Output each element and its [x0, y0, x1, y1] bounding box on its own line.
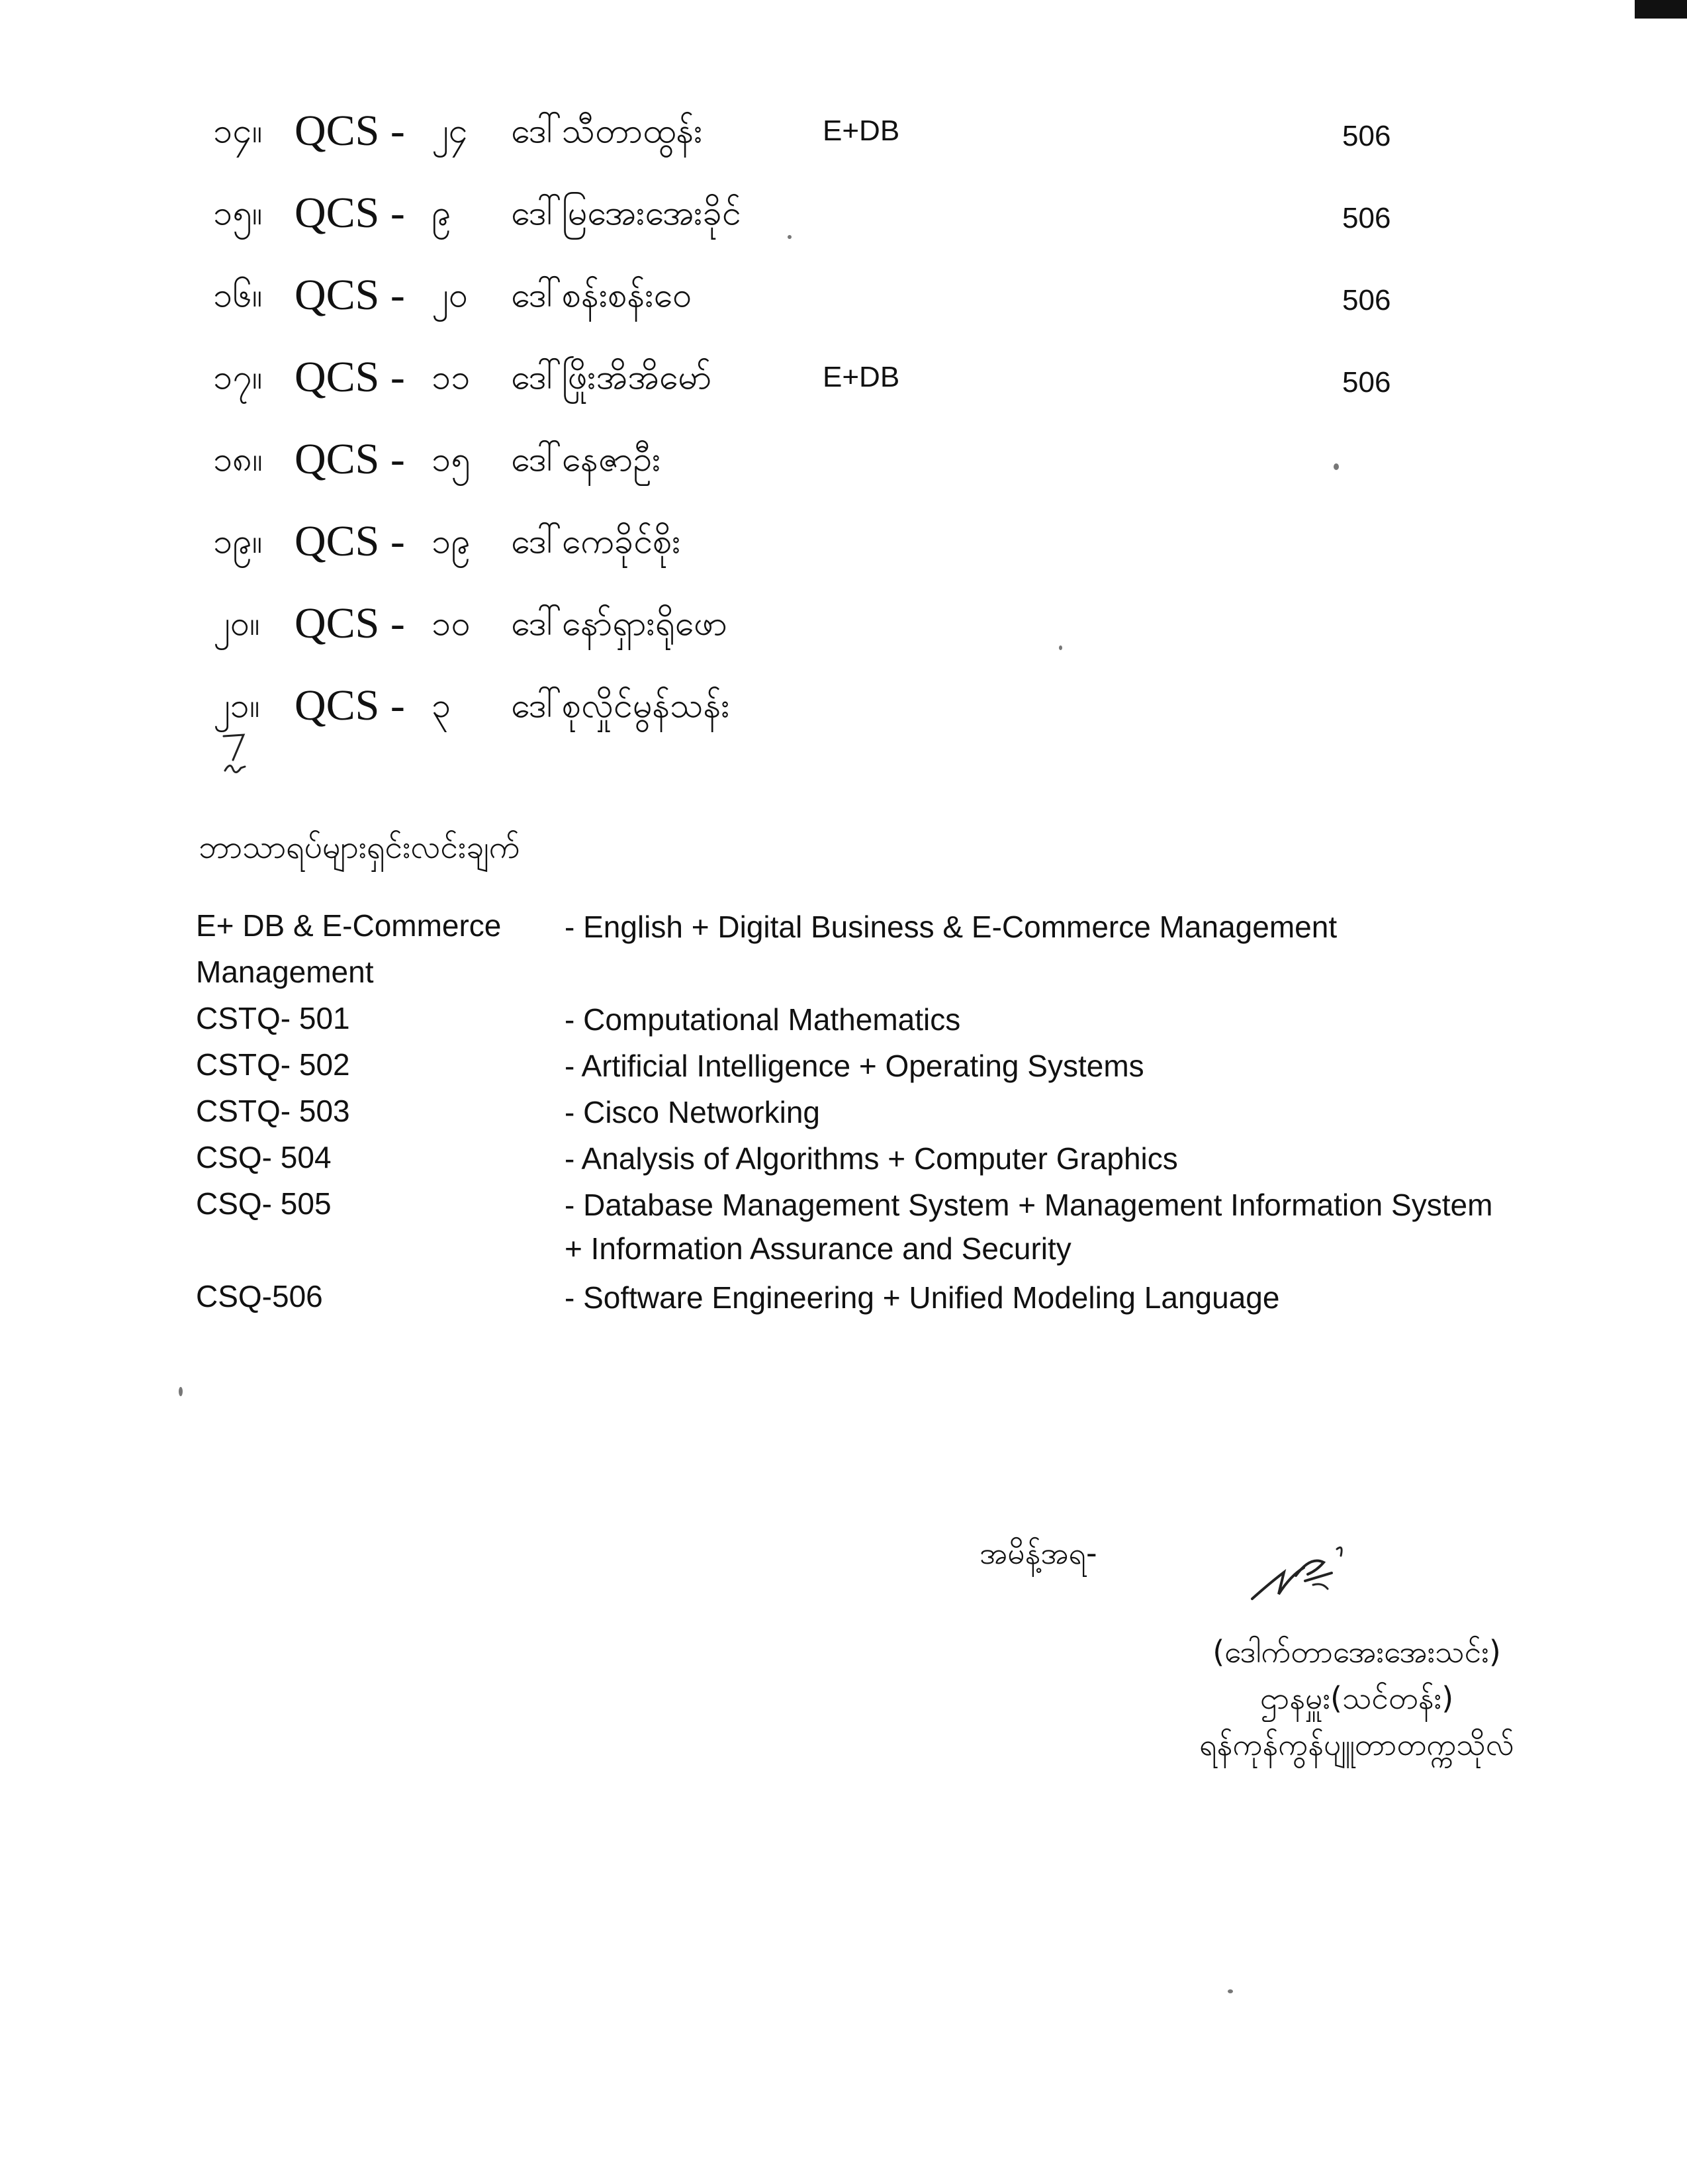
row-number: ၁၅။ — [213, 193, 263, 233]
student-row — [0, 591, 1687, 657]
student-code-number: ၁၀ — [432, 604, 471, 643]
student-code: QCS - — [295, 681, 405, 730]
student-row — [0, 180, 1687, 246]
student-code: QCS - — [295, 353, 405, 401]
scan-speck — [1228, 1989, 1233, 1993]
legend-code: CSTQ- 502 — [196, 1047, 350, 1082]
student-name: ဒေါ်စုလှိုင်မွန်သန်း — [511, 686, 730, 726]
student-code-number: ၂၄ — [432, 111, 468, 151]
legend-description: - Artificial Intelligence + Operating Systems — [565, 1049, 1144, 1083]
legend-code: E+ DB & E-Commerce Management — [196, 908, 502, 989]
signatory-block — [1125, 1629, 1588, 1768]
signatory-institution: ရန်ကုန်ကွန်ပျူတာတက္ကသိုလ် — [1199, 1727, 1514, 1762]
legend-code: CSQ- 504 — [196, 1140, 332, 1174]
subject-code: E+DB — [823, 115, 900, 147]
student-name: ဒေါ်ကေခိုင်စိုး — [511, 522, 681, 561]
row-number: ၁၉။ — [213, 522, 263, 561]
student-row — [0, 344, 1687, 410]
student-name: ဒေါ်မြအေးအေးခိုင် — [511, 193, 741, 233]
student-code-number: ၁၁ — [432, 357, 471, 397]
student-name: ဒေါ်နော်ရှားရိုဖော — [511, 604, 727, 643]
legend-description: - Cisco Networking — [565, 1095, 820, 1129]
student-code-number: ၉ — [432, 193, 451, 233]
room-number: 506 — [1342, 284, 1391, 316]
subject-code: E+DB — [823, 361, 900, 393]
legend-description: - Database Management System + Management Information System + Information Assurance and Security — [565, 1188, 1493, 1266]
scan-speck — [179, 1387, 183, 1396]
legend-code: CSQ-506 — [196, 1279, 323, 1313]
legend-code: CSQ- 505 — [196, 1186, 332, 1221]
scan-edge-mark — [1635, 0, 1687, 19]
legend-code: CSTQ- 501 — [196, 1001, 350, 1035]
student-name: ဒေါ်ဖြိုးအိအိမော် — [511, 357, 712, 397]
row-number: ၁၇။ — [213, 357, 263, 397]
row-number: ၁၈။ — [213, 440, 263, 479]
student-row — [0, 98, 1687, 164]
row-number: ၂၁။ — [213, 686, 260, 726]
order-label: အမိန့်အရ- — [980, 1535, 1097, 1571]
row-number: ၂၀။ — [213, 604, 260, 643]
student-code: QCS - — [295, 599, 405, 647]
student-row — [0, 426, 1687, 493]
student-code-number: ၁၉ — [432, 522, 471, 561]
room-number: 506 — [1342, 366, 1391, 399]
legend-description: - Software Engineering + Unified Modeling Language — [565, 1280, 1280, 1315]
row-number: ၁၆။ — [213, 275, 263, 315]
student-code: QCS - — [295, 271, 405, 319]
student-row — [0, 508, 1687, 575]
legend-description: - Analysis of Algorithms + Computer Graphics — [565, 1141, 1178, 1176]
student-name: ဒေါ်သီတာထွန်း — [511, 111, 703, 151]
handwritten-mark — [218, 727, 258, 780]
signatory-name: (ဒေါက်တာအေးအေးသင်း) — [1212, 1634, 1501, 1670]
student-code: QCS - — [295, 435, 405, 483]
student-code: QCS - — [295, 517, 405, 565]
legend-code: CSTQ- 503 — [196, 1094, 350, 1128]
legend-description: - Computational Mathematics — [565, 1002, 961, 1037]
room-number: 506 — [1342, 202, 1391, 234]
legend-description: - English + Digital Business & E-Commerce Management — [565, 910, 1338, 944]
student-code-number: ၁၅ — [432, 440, 471, 479]
handwritten-signature — [1244, 1536, 1377, 1609]
legend-title: ဘာသာရပ်များရှင်းလင်းချက် — [199, 829, 520, 866]
student-name: ဒေါ်စန်းစန်းဝေ — [511, 275, 692, 315]
row-number: ၁၄။ — [213, 111, 263, 151]
student-name: ဒေါ်နေဇာဦး — [511, 440, 661, 479]
student-code: QCS - — [295, 189, 405, 237]
student-code-number: ၃ — [432, 686, 451, 726]
room-number: 506 — [1342, 120, 1391, 152]
signatory-position: ဌာနမှူး(သင်တန်း) — [1259, 1680, 1454, 1716]
student-code-number: ၂၀ — [432, 275, 468, 315]
student-code: QCS - — [295, 107, 405, 155]
student-row — [0, 262, 1687, 328]
